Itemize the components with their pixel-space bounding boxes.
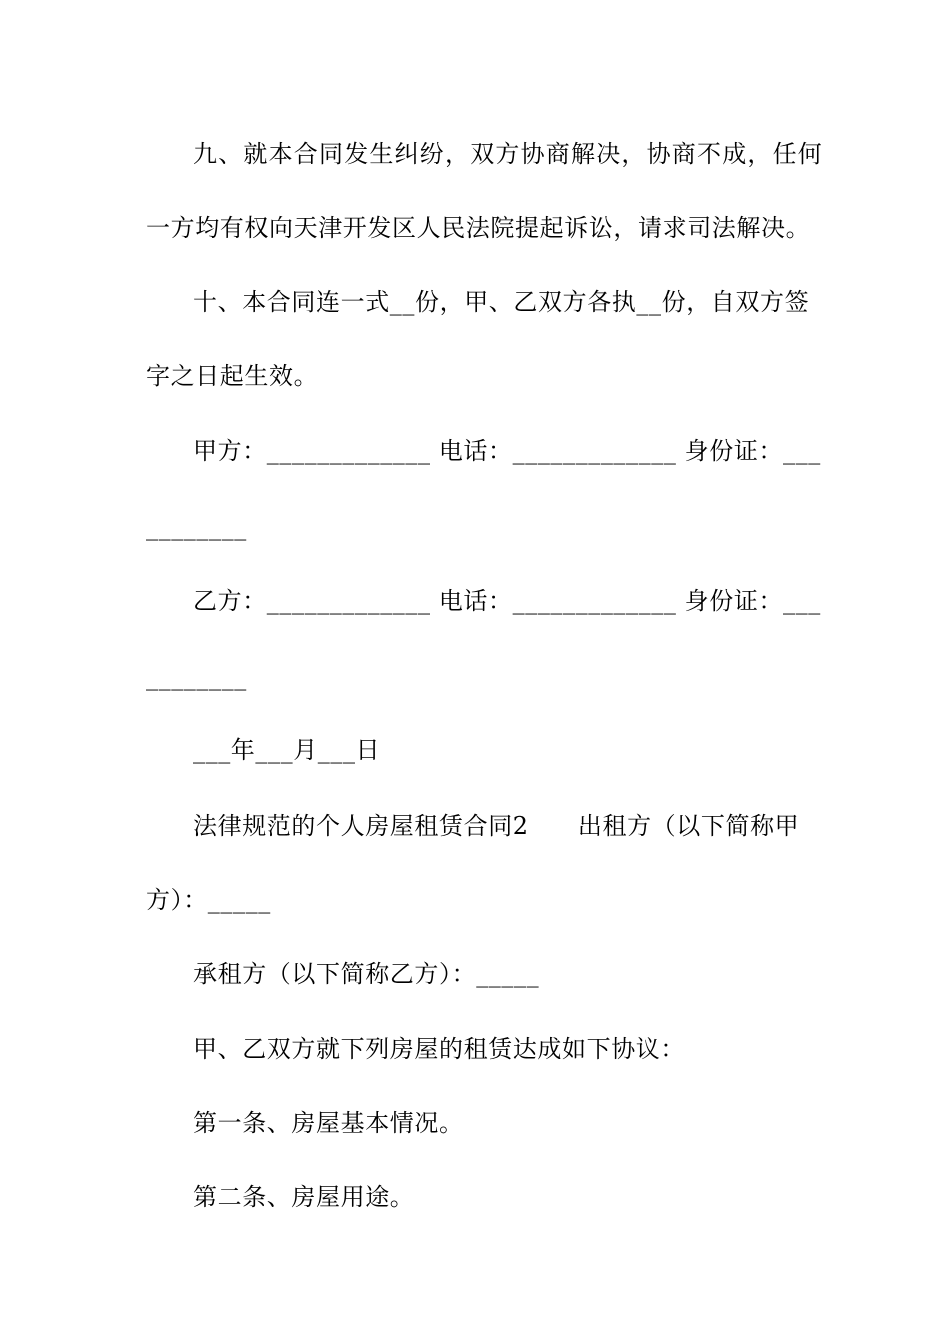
article-1-heading: 第一条、房屋基本情况。 xyxy=(193,1109,464,1137)
agreement-intro-line: 甲、乙双方就下列房屋的租赁达成如下协议： xyxy=(193,1035,685,1063)
contract-2-title-line: 法律规范的个人房屋租赁合同2 出租方（以下简称甲 xyxy=(193,812,800,840)
clause-9-line-1: 九、就本合同发生纠纷，双方协商解决，协商不成，任何 xyxy=(193,140,823,168)
clause-9-line-2: 一方均有权向天津开发区人民法院提起诉讼，请求司法解决。 xyxy=(146,214,811,242)
party-b-id-continuation: ________ xyxy=(146,663,247,691)
lessee-line: 承租方（以下简称乙方）：_____ xyxy=(193,960,540,988)
clause-10-line-1: 十、本合同连一式__份，甲、乙双方各执__份，自双方签 xyxy=(193,288,810,316)
party-b-signature-line: 乙方：_____________ 电话：_____________ 身份证：___ xyxy=(193,587,821,615)
party-a-signature-line: 甲方：_____________ 电话：_____________ 身份证：___ xyxy=(193,437,821,465)
party-a-id-continuation: ________ xyxy=(146,513,247,541)
clause-10-line-2: 字之日起生效。 xyxy=(146,362,319,390)
date-line: ___年___月___日 xyxy=(193,736,381,764)
article-2-heading: 第二条、房屋用途。 xyxy=(193,1183,415,1211)
lessor-line-continuation: 方）：_____ xyxy=(146,886,271,914)
